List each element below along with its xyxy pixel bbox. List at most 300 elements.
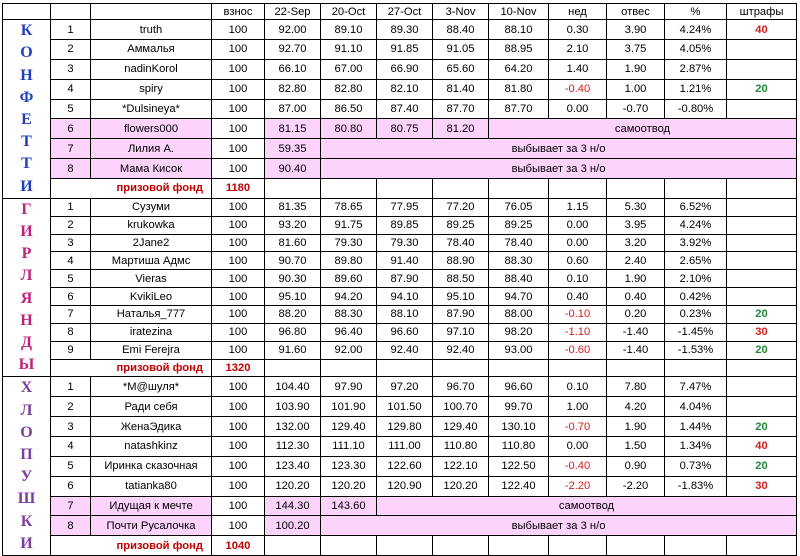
weight-cell: 87.40	[377, 99, 433, 119]
empty-cell	[321, 178, 377, 198]
fee-cell: 100	[212, 377, 265, 397]
weight-cell: 120.20	[433, 476, 489, 496]
penalty-cell: 30	[727, 323, 797, 341]
table-row	[3, 59, 797, 79]
weight-cell: 91.85	[377, 40, 433, 60]
total-loss: 3.20	[607, 234, 665, 252]
penalty-cell: 20	[727, 79, 797, 99]
prize-row	[3, 178, 797, 198]
group-letter: К	[20, 512, 33, 530]
percent-loss: 4.05%	[665, 40, 727, 60]
weight-cell: 123.30	[321, 456, 377, 476]
weight-cell: 87.70	[433, 99, 489, 119]
week-change: -0.40	[549, 456, 607, 476]
group-letter: Г	[21, 200, 32, 218]
total-loss: 3.90	[607, 20, 665, 40]
table-row	[3, 20, 797, 40]
prize-row	[3, 359, 797, 377]
weight-cell: 67.00	[321, 59, 377, 79]
weight-cell: 88.10	[489, 20, 549, 40]
table-row	[3, 270, 797, 288]
empty-cell	[377, 178, 433, 198]
prize-label: призовой фонд	[51, 536, 212, 556]
weight-cell: 112.30	[265, 436, 321, 456]
table-row	[3, 341, 797, 359]
weight-cell: 92.00	[265, 20, 321, 40]
group-name	[3, 377, 51, 556]
total-loss: -0.70	[607, 99, 665, 119]
weight-cell: 90.70	[265, 252, 321, 270]
empty-cell	[265, 178, 321, 198]
weight-cell: 90.30	[265, 270, 321, 288]
empty-cell	[489, 536, 549, 556]
week-change: -1.10	[549, 323, 607, 341]
weight-cell: 88.00	[489, 305, 549, 323]
percent-loss: 2.87%	[665, 59, 727, 79]
weight-cell: 111.00	[377, 436, 433, 456]
fee-cell: 100	[212, 341, 265, 359]
fee-cell: 100	[212, 397, 265, 417]
group-letter: У	[20, 468, 33, 486]
row-number: 7	[51, 496, 91, 516]
weight-cell: 122.10	[433, 456, 489, 476]
weight-cell: 78.40	[433, 234, 489, 252]
row-number: 4	[51, 79, 91, 99]
weight-cell: 88.40	[433, 20, 489, 40]
group-letter: И	[20, 223, 33, 241]
weight-cell: 132.00	[265, 417, 321, 437]
fee-cell: 100	[212, 159, 265, 179]
table-row	[3, 252, 797, 270]
percent-loss: -0.80%	[665, 99, 727, 119]
weight-cell: 65.60	[433, 59, 489, 79]
status-note: выбывает за 3 н/о	[321, 139, 797, 159]
weight-cell: 96.40	[321, 323, 377, 341]
weight-cell: 91.60	[265, 341, 321, 359]
participant-name: *Dulsineya*	[91, 99, 212, 119]
weight-cell: 87.00	[265, 99, 321, 119]
weight-cell: 88.10	[377, 305, 433, 323]
percent-loss: -1.53%	[665, 341, 727, 359]
week-change: 1.15	[549, 198, 607, 216]
table-row	[3, 476, 797, 496]
table-row	[3, 119, 797, 139]
group-letter: Р	[21, 245, 32, 263]
percent-loss: 1.21%	[665, 79, 727, 99]
weight-cell: 81.35	[265, 198, 321, 216]
weight-cell: 89.25	[433, 216, 489, 234]
percent-loss: 2.10%	[665, 270, 727, 288]
participant-name: krukowka	[91, 216, 212, 234]
row-number: 5	[51, 456, 91, 476]
total-loss: 3.95	[607, 216, 665, 234]
weight-cell: 88.95	[489, 40, 549, 60]
week-change: 0.10	[549, 377, 607, 397]
total-loss: 3.75	[607, 40, 665, 60]
participant-name: truth	[91, 20, 212, 40]
weight-cell: 103.90	[265, 397, 321, 417]
weight-cell: 96.60	[377, 323, 433, 341]
total-loss: 5.30	[607, 198, 665, 216]
empty-cell	[607, 536, 665, 556]
weight-cell: 78.40	[489, 234, 549, 252]
weight-cell: 78.65	[321, 198, 377, 216]
weight-cell: 81.60	[265, 234, 321, 252]
weight-cell: 122.60	[377, 456, 433, 476]
row-number: 1	[51, 377, 91, 397]
weight-cell: 130.10	[489, 417, 549, 437]
weight-cell: 111.10	[321, 436, 377, 456]
weight-cell: 91.40	[377, 252, 433, 270]
participant-name: Иринка сказочная	[91, 456, 212, 476]
weight-cell: 79.30	[321, 234, 377, 252]
empty-cell	[607, 359, 665, 377]
weight-cell: 92.70	[265, 40, 321, 60]
weight-cell: 79.30	[377, 234, 433, 252]
total-loss: -1.40	[607, 341, 665, 359]
fee-cell: 100	[212, 139, 265, 159]
weight-cell: 93.00	[489, 341, 549, 359]
row-number: 8	[51, 323, 91, 341]
penalty-cell	[727, 377, 797, 397]
weight-cell: 87.90	[377, 270, 433, 288]
weight-cell: 81.15	[265, 119, 321, 139]
empty-cell	[549, 359, 607, 377]
weight-cell: 81.20	[433, 119, 489, 139]
header-cell: 22-Sep	[265, 4, 321, 20]
participant-name: Emi Ferejra	[91, 341, 212, 359]
weight-cell: 100.20	[265, 516, 321, 536]
week-change: 1.00	[549, 397, 607, 417]
group-letter: О	[20, 423, 33, 441]
weight-cell: 96.70	[433, 377, 489, 397]
weight-cell: 76.05	[489, 198, 549, 216]
total-loss: 1.90	[607, 417, 665, 437]
table-row	[3, 496, 797, 516]
participant-name: ЖенаЭдика	[91, 417, 212, 437]
header-cell	[51, 4, 91, 20]
weight-cell: 96.60	[489, 377, 549, 397]
weight-loss-table	[2, 3, 797, 556]
table-row	[3, 99, 797, 119]
total-loss: 1.50	[607, 436, 665, 456]
penalty-cell	[727, 40, 797, 60]
weight-cell: 144.30	[265, 496, 321, 516]
weight-cell: 88.90	[433, 252, 489, 270]
weight-cell: 94.20	[321, 288, 377, 306]
empty-cell	[727, 536, 797, 556]
weight-cell: 77.20	[433, 198, 489, 216]
header-cell: 20-Oct	[321, 4, 377, 20]
row-number: 4	[51, 252, 91, 270]
weight-cell: 88.30	[489, 252, 549, 270]
weight-cell: 82.10	[377, 79, 433, 99]
participant-name: Наталья_777	[91, 305, 212, 323]
group-letter: Т	[21, 155, 32, 173]
empty-cell	[433, 178, 489, 198]
empty-cell	[489, 178, 549, 198]
group-letter: Ш	[17, 490, 36, 508]
fee-cell: 100	[212, 436, 265, 456]
group-name	[3, 20, 51, 199]
empty-cell	[489, 359, 549, 377]
table-row	[3, 377, 797, 397]
empty-cell	[665, 178, 727, 198]
prize-label: призовой фонд	[51, 359, 212, 377]
empty-cell	[665, 359, 727, 377]
weight-cell: 88.50	[433, 270, 489, 288]
week-change: 0.00	[549, 99, 607, 119]
week-change: -0.60	[549, 341, 607, 359]
group-letter: Х	[20, 379, 33, 397]
week-change: 0.40	[549, 288, 607, 306]
group-name	[3, 198, 51, 377]
penalty-cell	[727, 198, 797, 216]
participant-name: nadinKorol	[91, 59, 212, 79]
status-note: самоотвод	[377, 496, 797, 516]
header-cell: отвес	[607, 4, 665, 20]
weight-cell: 97.20	[377, 377, 433, 397]
row-number: 2	[51, 397, 91, 417]
prize-value: 1320	[212, 359, 265, 377]
header-cell: взнос	[212, 4, 265, 20]
header-cell: %	[665, 4, 727, 20]
percent-loss: 4.24%	[665, 216, 727, 234]
weight-cell: 89.25	[489, 216, 549, 234]
empty-cell	[433, 536, 489, 556]
fee-cell: 100	[212, 119, 265, 139]
fee-cell: 100	[212, 305, 265, 323]
empty-cell	[549, 178, 607, 198]
participant-name: Мартиша Адмс	[91, 252, 212, 270]
table-row	[3, 139, 797, 159]
week-change: 0.00	[549, 436, 607, 456]
weight-cell: 129.80	[377, 417, 433, 437]
weight-cell: 80.80	[321, 119, 377, 139]
weight-cell: 97.10	[433, 323, 489, 341]
group-letter: Л	[20, 401, 33, 419]
empty-cell	[377, 359, 433, 377]
row-number: 1	[51, 20, 91, 40]
weight-cell: 104.40	[265, 377, 321, 397]
penalty-cell: 30	[727, 476, 797, 496]
weight-cell: 64.20	[489, 59, 549, 79]
weight-cell: 88.40	[489, 270, 549, 288]
weight-cell: 96.80	[265, 323, 321, 341]
row-number: 4	[51, 436, 91, 456]
row-number: 3	[51, 59, 91, 79]
weight-cell: 88.30	[321, 305, 377, 323]
table-row	[3, 198, 797, 216]
row-number: 9	[51, 341, 91, 359]
fee-cell: 100	[212, 79, 265, 99]
total-loss: 2.40	[607, 252, 665, 270]
penalty-cell	[727, 288, 797, 306]
weight-cell: 143.60	[321, 496, 377, 516]
row-number: 3	[51, 234, 91, 252]
week-change: 0.00	[549, 234, 607, 252]
empty-cell	[607, 178, 665, 198]
table-row	[3, 323, 797, 341]
percent-loss: 3.92%	[665, 234, 727, 252]
percent-loss: 0.73%	[665, 456, 727, 476]
table-row	[3, 288, 797, 306]
row-number: 6	[51, 476, 91, 496]
weight-cell: 77.95	[377, 198, 433, 216]
table-row	[3, 397, 797, 417]
weight-cell: 129.40	[321, 417, 377, 437]
week-change: 0.30	[549, 20, 607, 40]
empty-cell	[265, 536, 321, 556]
total-loss: 7.80	[607, 377, 665, 397]
weight-cell: 81.80	[489, 79, 549, 99]
percent-loss: -1.83%	[665, 476, 727, 496]
week-change: 0.00	[549, 216, 607, 234]
fee-cell: 100	[212, 234, 265, 252]
table-row	[3, 79, 797, 99]
table-row	[3, 305, 797, 323]
weight-cell: 93.20	[265, 216, 321, 234]
weight-cell: 82.80	[265, 79, 321, 99]
empty-cell	[549, 536, 607, 556]
table-row	[3, 159, 797, 179]
penalty-cell: 40	[727, 436, 797, 456]
group-letter: К	[20, 22, 33, 40]
weight-cell: 122.50	[489, 456, 549, 476]
weight-cell: 110.80	[489, 436, 549, 456]
total-loss: -2.20	[607, 476, 665, 496]
fee-cell: 100	[212, 270, 265, 288]
penalty-cell: 40	[727, 20, 797, 40]
weight-cell: 92.40	[433, 341, 489, 359]
table-row	[3, 234, 797, 252]
group-letter: Т	[21, 133, 32, 151]
weight-cell: 95.10	[433, 288, 489, 306]
status-note: самоотвод	[489, 119, 797, 139]
prize-label: призовой фонд	[51, 178, 212, 198]
week-change: -0.40	[549, 79, 607, 99]
group-letter: П	[20, 446, 33, 464]
total-loss: 1.00	[607, 79, 665, 99]
percent-loss: 7.47%	[665, 377, 727, 397]
prize-value: 1180	[212, 178, 265, 198]
weight-cell: 89.10	[321, 20, 377, 40]
weight-cell: 129.40	[433, 417, 489, 437]
fee-cell: 100	[212, 20, 265, 40]
penalty-cell: 20	[727, 456, 797, 476]
header-row	[3, 4, 797, 20]
week-change: 2.10	[549, 40, 607, 60]
participant-name: Лилия А.	[91, 139, 212, 159]
header-cell: 10-Nov	[489, 4, 549, 20]
group-letter: И	[20, 177, 33, 195]
weight-cell: 120.90	[377, 476, 433, 496]
penalty-cell: 20	[727, 417, 797, 437]
penalty-cell: 20	[727, 305, 797, 323]
weight-cell: 98.20	[489, 323, 549, 341]
weight-cell: 59.35	[265, 139, 321, 159]
fee-cell: 100	[212, 99, 265, 119]
weight-cell: 86.50	[321, 99, 377, 119]
row-number: 8	[51, 516, 91, 536]
percent-loss: 1.34%	[665, 436, 727, 456]
status-note: выбывает за 3 н/о	[321, 516, 797, 536]
weight-cell: 87.90	[433, 305, 489, 323]
total-loss: 0.90	[607, 456, 665, 476]
weight-cell: 97.90	[321, 377, 377, 397]
penalty-cell	[727, 397, 797, 417]
penalty-cell	[727, 59, 797, 79]
row-number: 7	[51, 305, 91, 323]
participant-name: Идущая к мечте	[91, 496, 212, 516]
week-change: -2.20	[549, 476, 607, 496]
week-change: -0.70	[549, 417, 607, 437]
group-letter: Я	[20, 289, 33, 307]
percent-loss: 4.04%	[665, 397, 727, 417]
empty-cell	[727, 178, 797, 198]
row-number: 1	[51, 198, 91, 216]
header-cell: 3-Nov	[433, 4, 489, 20]
row-number: 8	[51, 159, 91, 179]
fee-cell: 100	[212, 252, 265, 270]
participant-name: tatianka80	[91, 476, 212, 496]
row-number: 3	[51, 417, 91, 437]
total-loss: 1.90	[607, 270, 665, 288]
percent-loss: 6.52%	[665, 198, 727, 216]
weight-cell: 89.30	[377, 20, 433, 40]
fee-cell: 100	[212, 476, 265, 496]
total-loss: 1.90	[607, 59, 665, 79]
participant-name: natashkinz	[91, 436, 212, 456]
weight-cell: 66.10	[265, 59, 321, 79]
weight-cell: 82.80	[321, 79, 377, 99]
header-cell	[91, 4, 212, 20]
participant-name: Ради себя	[91, 397, 212, 417]
weight-cell: 91.10	[321, 40, 377, 60]
percent-loss: 1.44%	[665, 417, 727, 437]
week-change: -0.10	[549, 305, 607, 323]
table-row	[3, 456, 797, 476]
fee-cell: 100	[212, 59, 265, 79]
total-loss: 0.20	[607, 305, 665, 323]
weight-cell: 80.75	[377, 119, 433, 139]
empty-cell	[433, 359, 489, 377]
row-number: 5	[51, 99, 91, 119]
weight-cell: 95.10	[265, 288, 321, 306]
penalty-cell	[727, 99, 797, 119]
fee-cell: 100	[212, 198, 265, 216]
weight-cell: 123.40	[265, 456, 321, 476]
fee-cell: 100	[212, 496, 265, 516]
participant-name: iratezina	[91, 323, 212, 341]
weight-cell: 90.40	[265, 159, 321, 179]
fee-cell: 100	[212, 288, 265, 306]
percent-loss: 0.23%	[665, 305, 727, 323]
prize-value: 1040	[212, 536, 265, 556]
row-number: 6	[51, 119, 91, 139]
empty-cell	[321, 359, 377, 377]
table-row	[3, 417, 797, 437]
total-loss: -1.40	[607, 323, 665, 341]
weight-cell: 89.80	[321, 252, 377, 270]
group-letter: И	[20, 534, 33, 552]
weight-cell: 91.75	[321, 216, 377, 234]
weight-cell: 120.20	[265, 476, 321, 496]
penalty-cell	[727, 252, 797, 270]
weight-cell: 122.40	[489, 476, 549, 496]
penalty-cell	[727, 216, 797, 234]
participant-name: spiry	[91, 79, 212, 99]
